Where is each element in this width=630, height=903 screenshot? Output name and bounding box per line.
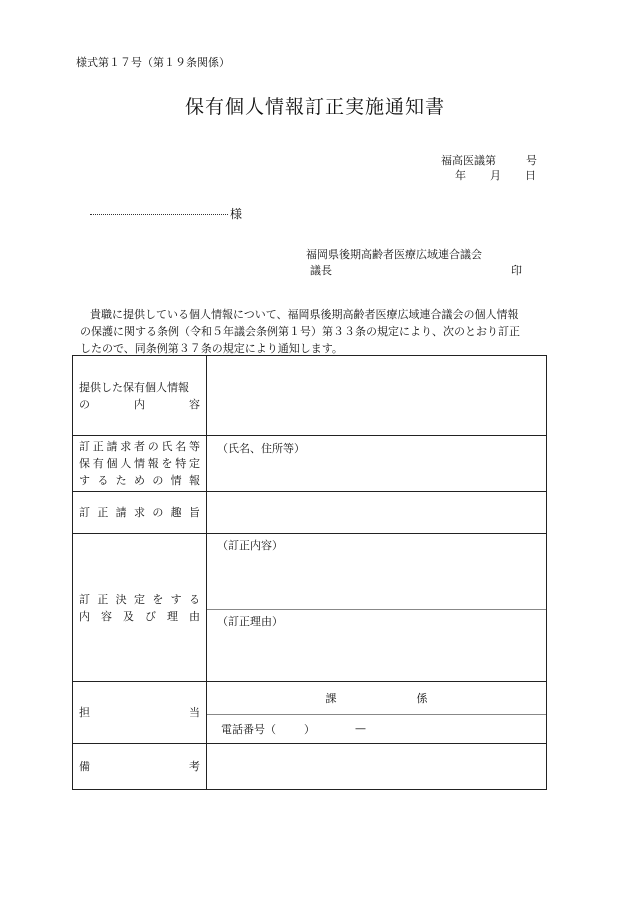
- label-char: 旨: [188, 506, 200, 519]
- label-char: 内: [134, 397, 145, 411]
- label-char: の: [79, 397, 90, 411]
- label-char: を: [152, 592, 164, 606]
- addressee: [90, 205, 242, 222]
- correction-content-note: （訂正内容）: [217, 539, 283, 552]
- date-year: 年: [455, 169, 466, 182]
- label-correction-decision: [73, 534, 207, 682]
- label-requester-info: [73, 436, 207, 492]
- label-char: 訂: [79, 440, 90, 453]
- field-provided-info[interactable]: [207, 356, 547, 436]
- addressee-honorific: 様: [230, 207, 243, 221]
- date-month: 月: [490, 169, 501, 182]
- label-char: 訂: [79, 506, 90, 519]
- label-char: 等: [189, 440, 200, 453]
- label-char: 保: [79, 457, 90, 470]
- label-char: 正: [97, 592, 109, 606]
- label-requester-line3: [79, 472, 200, 489]
- label-char: 情: [134, 457, 145, 470]
- label-char: た: [115, 474, 127, 487]
- body-line-3: したので、同条例第３７条の規定により通知します。: [80, 342, 343, 355]
- label-char: び: [145, 609, 156, 623]
- date-day: 日: [525, 169, 536, 182]
- correction-content-field[interactable]: [207, 534, 546, 610]
- phone-dash: —: [355, 722, 366, 735]
- correction-reason-note: （訂正理由）: [217, 615, 283, 628]
- label-correction-line2: [79, 608, 200, 625]
- label-char: を: [161, 457, 173, 470]
- row-requester-info: [73, 436, 547, 492]
- label-char: る: [97, 474, 109, 487]
- label-requester-line1: [79, 438, 200, 455]
- reference-suffix: 号: [526, 154, 537, 167]
- issue-date: [455, 167, 536, 183]
- label-char: 報: [147, 457, 159, 470]
- label-char: の: [147, 440, 159, 453]
- field-person-in-charge: [207, 682, 547, 744]
- seal-mark: 印: [511, 264, 522, 277]
- label-char: す: [79, 474, 90, 487]
- phone-close: ）: [304, 722, 315, 736]
- label-remarks: [73, 744, 207, 790]
- label-char: 有: [92, 457, 104, 470]
- notice-form-table: [72, 355, 547, 790]
- row-remarks: [73, 744, 547, 790]
- subsection-label: 係: [416, 692, 428, 705]
- label-provided-info: [73, 356, 207, 436]
- label-char: 趣: [170, 506, 182, 519]
- label-char: 報: [188, 474, 200, 487]
- phone-field[interactable]: [207, 715, 546, 742]
- label-char: 定: [133, 592, 145, 606]
- label-char: 理: [167, 609, 178, 623]
- label-correction-line1: [79, 591, 200, 608]
- label-char: 備: [79, 760, 90, 773]
- requester-note: （氏名、住所等）: [217, 442, 305, 455]
- label-request-purpose: [73, 492, 207, 534]
- phone-label: 電話番号（: [221, 722, 276, 736]
- label-char: 人: [120, 457, 132, 470]
- label-char: 考: [189, 760, 200, 773]
- label-char: 容: [101, 609, 112, 623]
- row-provided-info: [73, 356, 547, 436]
- label-char: 求: [120, 440, 132, 453]
- label-char: 請: [106, 440, 118, 453]
- label-person-in-charge: [73, 682, 207, 744]
- notice-body: [80, 306, 566, 357]
- department-field[interactable]: [207, 682, 546, 715]
- addressee-dotted-line: [90, 214, 228, 215]
- label-char: 定: [189, 457, 200, 470]
- label-char: 特: [175, 457, 187, 470]
- label-char: 当: [189, 706, 200, 719]
- field-requester-info[interactable]: [207, 436, 547, 492]
- reference-number: [441, 152, 537, 168]
- field-correction-decision: [207, 534, 547, 682]
- label-char: 者: [134, 440, 145, 453]
- row-person-in-charge: [73, 682, 547, 744]
- form-number: 様式第１７号（第１９条関係）: [76, 56, 230, 69]
- row-correction-decision: [73, 534, 547, 682]
- sender-role: 議長: [310, 264, 332, 277]
- label-char: の: [152, 506, 164, 519]
- sender-organization: 福岡県後期高齢者医療広域連合議会: [306, 248, 482, 261]
- label-char: 訂: [79, 592, 90, 606]
- label-char: 内: [79, 609, 90, 623]
- label-char: 個: [106, 457, 118, 470]
- label-char: 決: [115, 592, 127, 606]
- label-char: 由: [189, 609, 200, 623]
- field-remarks[interactable]: [207, 744, 547, 790]
- label-char: 氏: [161, 440, 173, 453]
- label-char: 正: [97, 506, 109, 519]
- label-provided-info-line2: [79, 396, 200, 413]
- label-char: 正: [92, 440, 104, 453]
- label-char: 担: [79, 706, 90, 719]
- label-char: 名: [175, 440, 187, 453]
- label-char: る: [188, 592, 200, 606]
- document-title: 保有個人情報訂正実施通知書: [184, 96, 445, 118]
- body-line-1: 貴職に提供している個人情報について、福岡県後期高齢者医療広域連合議会の個人情報: [90, 308, 519, 321]
- label-requester-line2: [79, 455, 200, 472]
- label-char: の: [152, 474, 164, 487]
- label-char: 容: [189, 397, 200, 411]
- reference-prefix: 福高医議第: [441, 154, 496, 167]
- correction-reason-field[interactable]: [207, 610, 546, 680]
- field-request-purpose[interactable]: [207, 492, 547, 534]
- body-line-2: の保護に関する条例（令和５年議会条例第１号）第３３条の規定により、次のとおり訂正: [80, 325, 520, 338]
- row-request-purpose: [73, 492, 547, 534]
- label-char: 情: [170, 474, 182, 487]
- section-label: 課: [325, 692, 337, 705]
- label-char: 請: [115, 506, 127, 519]
- label-char: め: [133, 474, 145, 487]
- label-char: す: [170, 592, 182, 606]
- label-char: 求: [133, 506, 145, 519]
- label-char: 及: [123, 609, 134, 623]
- label-provided-info-line1: 提供した保有個人情報: [79, 380, 189, 394]
